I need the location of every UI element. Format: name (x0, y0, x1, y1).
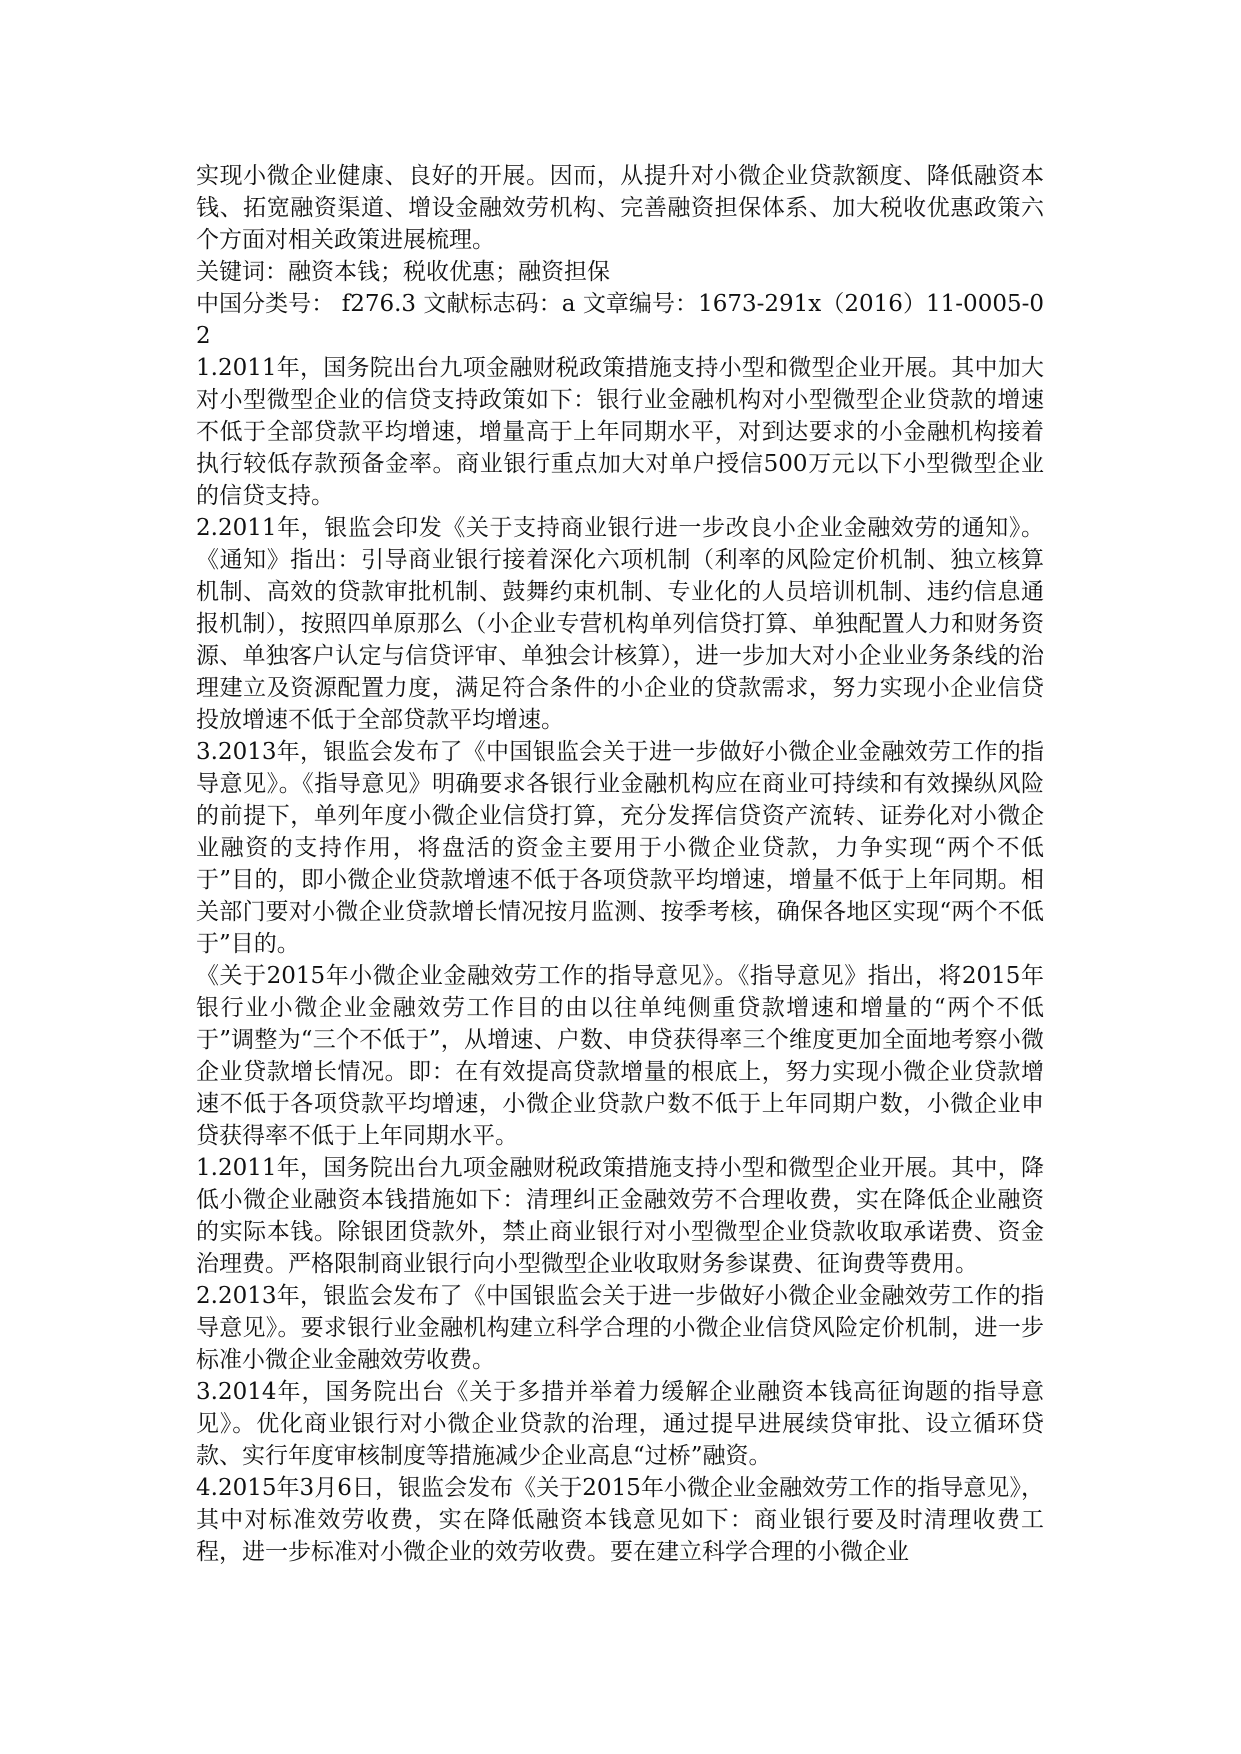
body-paragraph: 4.2015年3月6日，银监会发布《关于2015年小微企业金融效劳工作的指导意见》，其中对标准效劳收费，实在降低融资本钱意见如下：商业银行要及时清理收费工程，进一步标准对小微企业的效劳收费。要在建立科学合理的小微企业 (196, 1475, 1044, 1565)
body-paragraph: 3.2013年，银监会发布了《中国银监会关于进一步做好小微企业金融效劳工作的指导意见》。《指导意见》明确要求各银行业金融机构应在商业可持续和有效操纵风险的前提下，单列年度小微企业信贷打算，充分发挥信贷资产流转、证券化对小微企业融资的支持作用，将盘活的资金主要用于小微企业贷款，力争实现“两个不低于”目的，即小微企业贷款增速不低于各项贷款平均增速，增量不低于上年同期。相关部门要对小微企业贷款增长情况按月监测、按季考核，确保各地区实现“两个不低于”目的。 (196, 739, 1044, 957)
classification-line: 中国分类号： f276.3 文献标志码：a 文章编号：1673-291x（2016）11-0005-02 (196, 291, 1044, 349)
document-body (196, 160, 1044, 1568)
keywords-line: 关键词：融资本钱；税收优惠；融资担保 (196, 259, 610, 285)
abstract-tail-paragraph: 实现小微企业健康、良好的开展。因而，从提升对小微企业贷款额度、降低融资本钱、拓宽融资渠道、增设金融效劳机构、完善融资担保体系、加大税收优惠政策六个方面对相关政策进展梳理。 (196, 163, 1044, 253)
body-paragraph: 1.2011年，国务院出台九项金融财税政策措施支持小型和微型企业开展。其中加大对小型微型企业的信贷支持政策如下：银行业金融机构对小型微型企业贷款的增速不低于全部贷款平均增速，增量高于上年同期水平，对到达要求的小金融机构接着执行较低存款预备金率。商业银行重点加大对单户授信500万元以下小型微型企业的信贷支持。 (196, 355, 1044, 509)
body-paragraph: 2.2013年，银监会发布了《中国银监会关于进一步做好小微企业金融效劳工作的指导意见》。要求银行业金融机构建立科学合理的小微企业信贷风险定价机制，进一步标准小微企业金融效劳收费。 (196, 1283, 1044, 1373)
body-paragraph: 2.2011年，银监会印发《关于支持商业银行进一步改良小企业金融效劳的通知》。《通知》指出：引导商业银行接着深化六项机制（利率的风险定价机制、独立核算机制、高效的贷款审批机制、鼓舞约束机制、专业化的人员培训机制、违约信息通报机制），按照四单原那么（小企业专营机构单列信贷打算、单独配置人力和财务资源、单独客户认定与信贷评审、单独会计核算），进一步加大对小企业业务条线的治理建立及资源配置力度，满足符合条件的小企业的贷款需求，努力实现小企业信贷投放增速不低于全部贷款平均增速。 (196, 515, 1044, 733)
body-paragraph: 《关于2015年小微企业金融效劳工作的指导意见》。《指导意见》指出，将2015年银行业小微企业金融效劳工作目的由以往单纯侧重贷款增速和增量的“两个不低于”调整为“三个不低于”，从增速、户数、申贷获得率三个维度更加全面地考察小微企业贷款增长情况。即：在有效提高贷款增量的根底上，努力实现小微企业贷款增速不低于各项贷款平均增速，小微企业贷款户数不低于上年同期户数，小微企业申贷获得率不低于上年同期水平。 (196, 963, 1044, 1149)
body-paragraph: 1.2011年，国务院出台九项金融财税政策措施支持小型和微型企业开展。其中，降低小微企业融资本钱措施如下：清理纠正金融效劳不合理收费，实在降低企业融资的实际本钱。除银团贷款外，禁止商业银行对小型微型企业贷款收取承诺费、资金治理费。严格限制商业银行向小型微型企业收取财务参谋费、征询费等费用。 (196, 1155, 1044, 1277)
body-paragraph: 3.2014年，国务院出台《关于多措并举着力缓解企业融资本钱高征询题的指导意见》。优化商业银行对小微企业贷款的治理，通过提早进展续贷审批、设立循环贷款、实行年度审核制度等措施减少企业高息“过桥”融资。 (196, 1379, 1044, 1469)
